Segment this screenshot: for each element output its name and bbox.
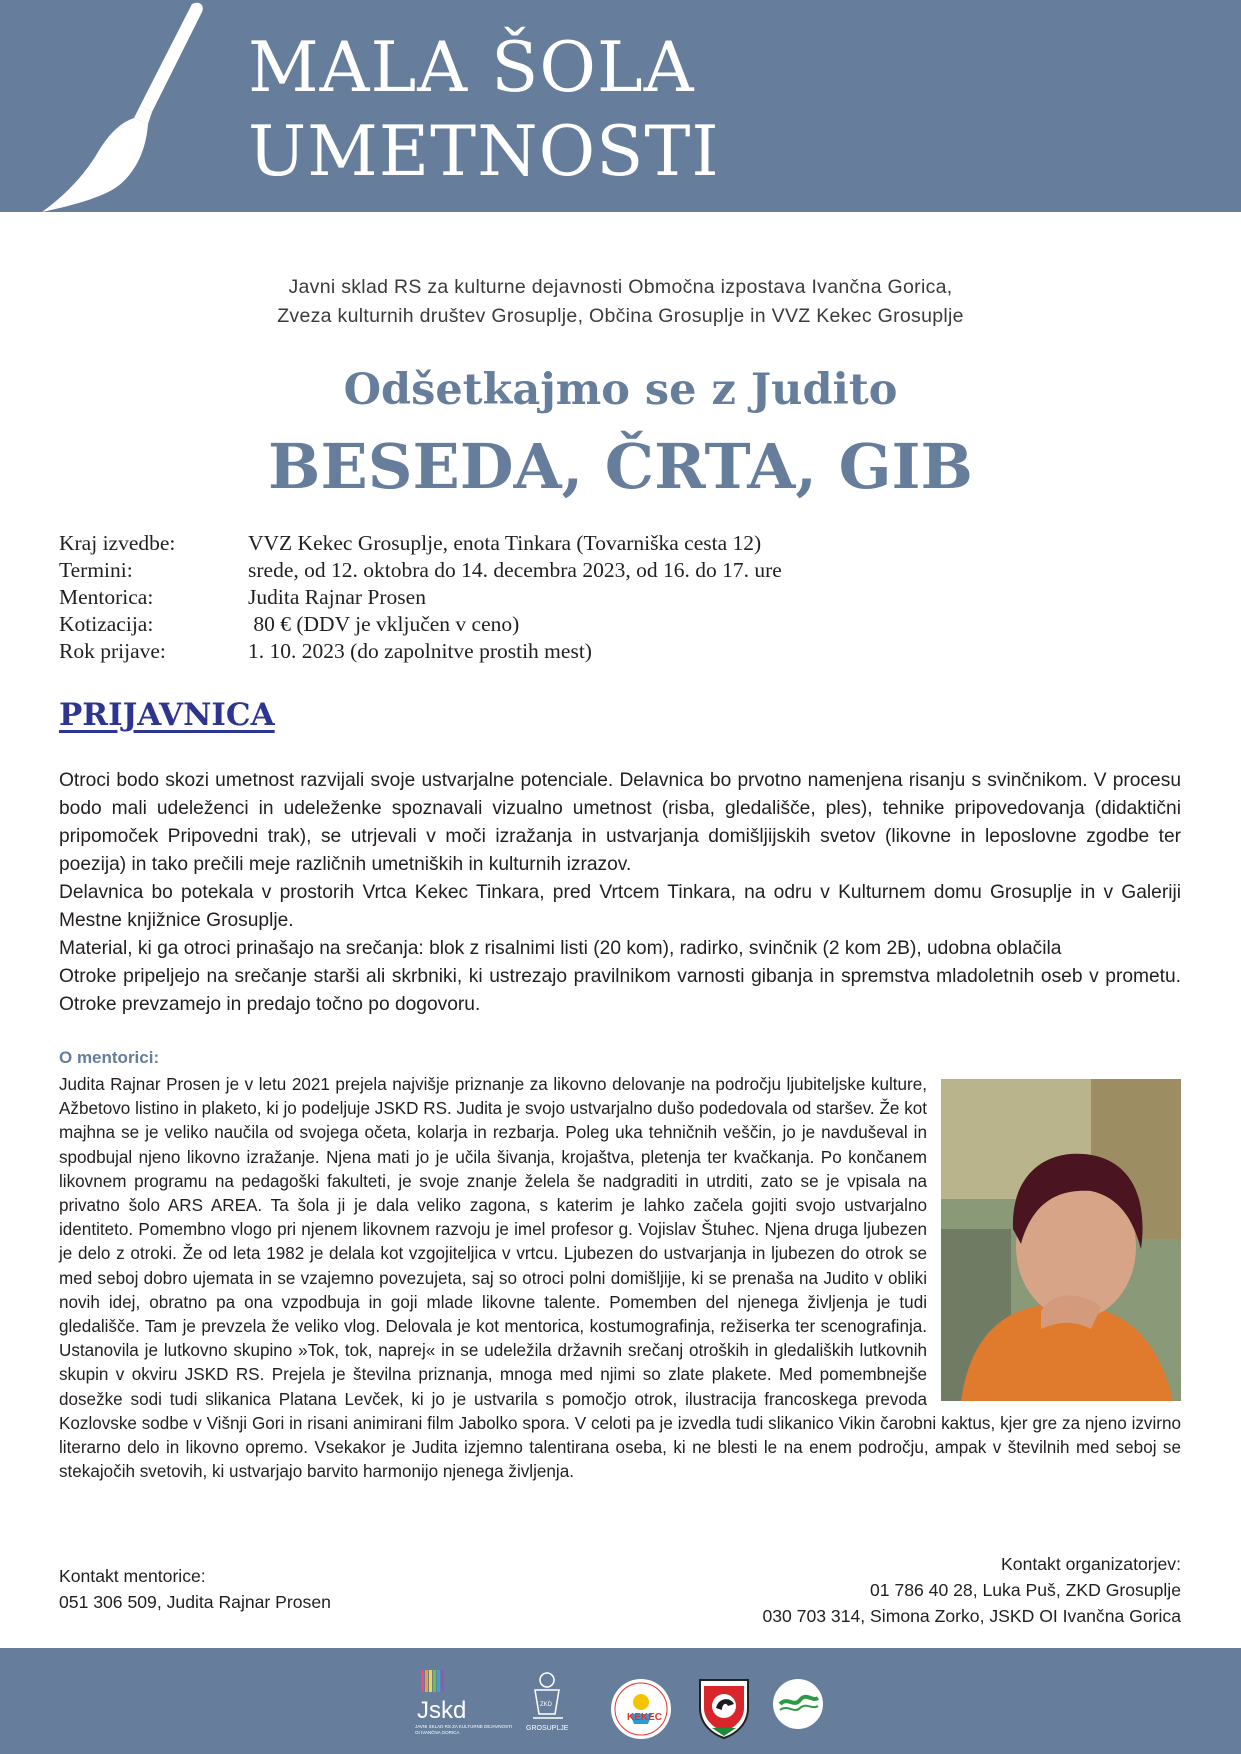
info-value: VVZ Kekec Grosuplje, enota Tinkara (Tovarniška cesta 12) bbox=[248, 531, 762, 555]
info-value: srede, od 12. oktobra do 14. decembra 2023, od 16. do 17. ure bbox=[248, 558, 782, 582]
title-line-1: MALA ŠOLA bbox=[248, 28, 695, 108]
header-band bbox=[0, 0, 1241, 212]
info-row bbox=[59, 638, 782, 665]
organizer-contact bbox=[762, 1551, 1181, 1629]
intro-paragraph: Otroci bodo skozi umetnost razvijali svoje ustvarjalne potenciale. Delavnica bo prvotno namenjena risanju s svinčnikom. V procesu bodo mali udeleženci in udeleženke spoznavali vizualno umetnost (risba, gledališče, ples), tehnike pripovedovanja (didaktični pripomoček Pripovedni trak), se utrjevali v moči izražanja in ustvarjanja domišljijskih svetov (likovne in leposlovne zgodbe ter poezija) in tako prečili meje različnih umetniških in kulturnih izrazov. bbox=[59, 770, 1181, 875]
grosuplje-logo bbox=[525, 1670, 571, 1740]
title-line-2: UMETNOSTI bbox=[248, 112, 720, 192]
organizers bbox=[0, 273, 1241, 331]
page-title bbox=[248, 26, 720, 194]
mentor-photo bbox=[941, 1079, 1181, 1401]
paintbrush-icon bbox=[40, 0, 210, 212]
kekec-logo-text: KEKEC bbox=[627, 1712, 663, 1723]
organizer-contact-heading: Kontakt organizatorjev: bbox=[1001, 1554, 1181, 1574]
zkd-logo bbox=[772, 1678, 824, 1730]
event-subtitle: Odšetkajmo se z Judito bbox=[343, 365, 898, 415]
event-info bbox=[59, 530, 782, 665]
info-value: 80 € (DDV je vključen v ceno) bbox=[248, 612, 520, 636]
jskd-logo-subtext: JAVNI SKLAD RS ZA KULTURNE DEJAVNOSTI bbox=[415, 1724, 513, 1729]
jskd-logo-subtext: OI IVANČNA GORICA bbox=[415, 1730, 460, 1735]
section-heading: PRIJAVNICA bbox=[59, 697, 275, 733]
mentor-bio bbox=[59, 1073, 1181, 1484]
info-label: Kotizacija: bbox=[59, 612, 154, 636]
jskd-logo-text: Jskd bbox=[417, 1697, 467, 1724]
kekec-logo bbox=[610, 1678, 672, 1740]
footer-band bbox=[0, 1648, 1241, 1754]
mentor-contact-heading: Kontakt mentorice: bbox=[59, 1566, 206, 1586]
info-row bbox=[59, 557, 782, 584]
info-label: Rok prijave: bbox=[59, 639, 166, 663]
info-label: Kraj izvedbe: bbox=[59, 531, 176, 555]
jskd-logo bbox=[413, 1668, 513, 1738]
intro-paragraph: Otroke pripeljejo na srečanje starši ali skrbniki, ki ustrezajo pravilnikom varnosti gibanja in spremstva mladoletnih oseb v prometu. Otroke prevzamejo in predajo točno po dogovoru. bbox=[59, 966, 1181, 1015]
info-row bbox=[59, 611, 782, 638]
organizer-contact-line: 01 786 40 28, Luka Puš, ZKD Grosuplje bbox=[869, 1580, 1181, 1600]
grosuplje-logo-abbr: ZKD bbox=[540, 1702, 552, 1708]
info-label: Termini: bbox=[59, 558, 133, 582]
organizers-line-1: Javni sklad RS za kulturne dejavnosti Območna izpostava Ivančna Gorica, bbox=[288, 276, 953, 298]
organizer-contact-line: 030 703 314, Simona Zorko, JSKD OI Ivančna Gorica bbox=[762, 1606, 1181, 1626]
organizers-line-2: Zveza kulturnih društev Grosuplje, Občina Grosuplje in VVZ Kekec Grosuplje bbox=[277, 305, 964, 327]
info-row bbox=[59, 530, 782, 557]
bio-text: Judita Rajnar Prosen je v letu 2021 prejela najvišje priznanje za likovno delovanje na področju ljubiteljske kulture, Ažbetovo listino in plaketo, ki jo podeljuje JSKD RS. Judita je svojo ustvarjalno dušo podedovala od staršev. Že kot majhna se je veliko naučila od svojega očeta, kolarja in rezbarja. Poleg uka tehničnih veščin, jo je navduševal in spodbujal njeno likovno izražanje. Njena mati jo je učila šivanja, krojaštva, pletenja ter kvačkanja. Po končanem likovnem programu na pedagoški fakulteti, je svoje znanje želela še nadgraditi in utrditi, zato se je vpisala na privatno šolo ARS AREA. Ta šola ji je dala veliko zagona, s katerim je lahko začela gojiti svojo ustvarjalno identiteto. Pomembno vlogo pri njenem likovnem razvoju je imel profesor g. Vojislav Štuhec. Njena druga ljubezen je delo z otroki. Že od leta 1982 je delala kot vzgojiteljica v vrtcu. Ljubezen do ustvarjanja in ljubezen do otrok se med seboj dobro ujemata in se vzajemno povezujeta, saj so otroci polni domišljije, ki se prenaša na Judito v obliki novih idej, obratno pa ona vzpodbuja in goji mlade likovne talente. Pomemben del njenega življenja je tudi gledališče. Tam je prevzela že veliko vlog. Delovala je kot mentorica, kostumografinja, režiserka ter scenografinja. Ustanovila je lutkovno skupino »Tok, tok, naprej« in se udeležila državnih srečanj otroških in gledaliških lutkovnih skupin v okviru JSKD RS. Prejela je številna priznanja, mnoga med njimi so zlate plakete. Med pomembnejše dosežke sodi tudi slikanica Platana Levček, ki jo je ustvarila s pomočjo otrok, ilustracija francoskega prevoda Kozlovske sodbe v Višnji Gori in risani animirani film Jabolko spora. V celoti pa je izvedla tudi slikanico Vikin čarobni kaktus, kjer gre za njeno izvirno literarno delo in likovno opremo. Vsekakor je Judita izjemno talentirana oseba, ki ne blesti le na enem področju, ampak v številnih med seboj se stekajočih svetovih, ki ustvarjajo barvito harmonijo njenega življenja. bbox=[59, 1075, 1181, 1482]
info-value: Judita Rajnar Prosen bbox=[248, 585, 426, 609]
intro-paragraph: Material, ki ga otroci prinašajo na srečanja: blok z risalnimi listi (20 kom), radirko, svinčnik (2 kom 2B), udobna oblačila bbox=[59, 938, 1062, 959]
mentor-contact-line: 051 306 509, Judita Rajnar Prosen bbox=[59, 1592, 331, 1612]
intro-paragraph: Delavnica bo potekala v prostorih Vrtca Kekec Tinkara, pred Vrtcem Tinkara, na odru v Kulturnem domu Grosuplje in v Galeriji Mestne knjižnice Grosuplje. bbox=[59, 882, 1181, 931]
about-heading: O mentorici: bbox=[59, 1048, 160, 1067]
event-title: BESEDA, ČRTA, GIB bbox=[268, 430, 973, 503]
mentor-contact bbox=[59, 1563, 331, 1615]
grosuplje-logo-text: GROSUPLJE bbox=[526, 1725, 569, 1732]
intro-text bbox=[59, 767, 1181, 1019]
info-value: 1. 10. 2023 (do zapolnitve prostih mest) bbox=[248, 639, 592, 663]
info-row bbox=[59, 584, 782, 611]
info-label: Mentorica: bbox=[59, 585, 154, 609]
grosuplje-crest bbox=[698, 1678, 750, 1740]
